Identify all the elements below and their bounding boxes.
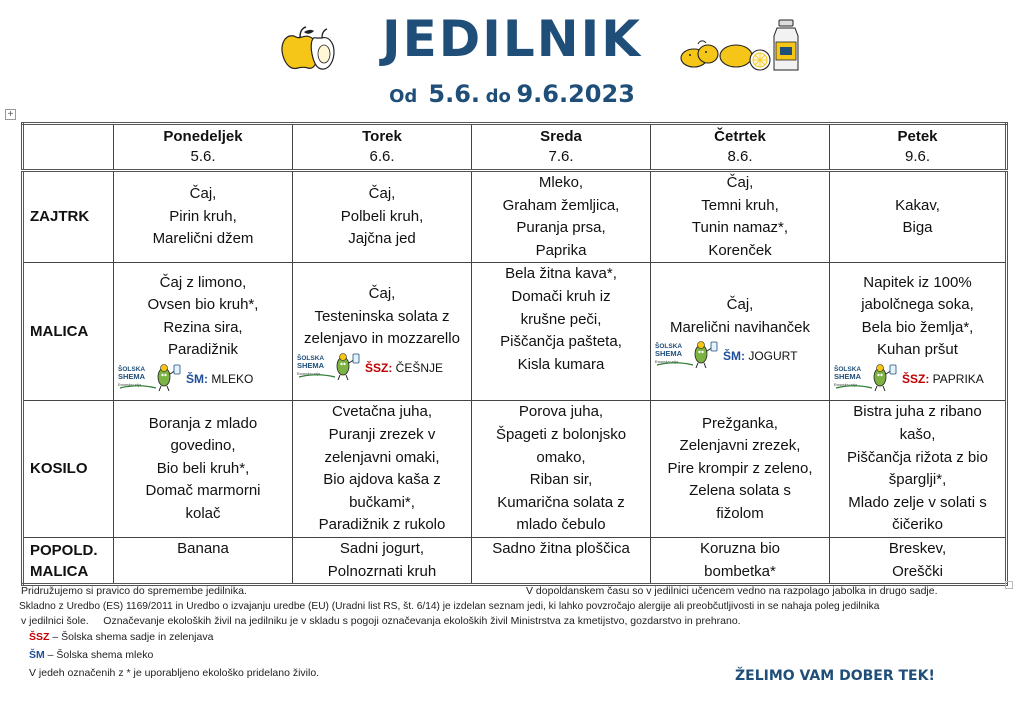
meal-item: Banana	[177, 539, 229, 557]
meal-item: omako,	[536, 448, 586, 466]
meal-item: Testeninska solata z	[314, 307, 450, 325]
meal-cell	[472, 401, 651, 538]
meal-item: Špageti z bolonjsko	[495, 425, 627, 443]
svg-text:Evropska unija: Evropska unija	[297, 371, 320, 376]
svg-text:SHEMA: SHEMA	[834, 372, 862, 382]
meal-cell	[293, 401, 472, 538]
meal-item: Domači kruh iz	[511, 287, 611, 305]
meal-item: kašo,	[899, 425, 936, 443]
row-zajtrk	[23, 171, 1007, 263]
meal-item: Sadni jogurt,	[339, 539, 425, 557]
row-label: ZAJTRK	[23, 171, 114, 263]
meal-cell	[830, 263, 1007, 401]
meal-item: Rezina sira,	[163, 318, 243, 336]
meal-cell	[830, 401, 1007, 538]
meal-cell	[114, 537, 293, 584]
meal-cell	[293, 263, 472, 401]
table-move-handle[interactable]: +	[5, 109, 16, 120]
meal-cell	[651, 171, 830, 263]
meal-item: Bio ajdova kaša z	[323, 471, 441, 489]
meal-item: Polbeli kruh,	[340, 207, 424, 225]
meal-item: krušne peči,	[520, 310, 602, 328]
meal-item: bučkami*,	[349, 493, 415, 511]
meal-item: Mleko,	[538, 174, 584, 191]
meal-item: čičeriko	[892, 516, 943, 534]
menu-table	[21, 122, 1008, 586]
meal-item: Čaj z limono,	[159, 273, 247, 291]
school-scheme-label: ŠM: MLEKO	[186, 372, 254, 387]
day-header: Petek 9.6.	[830, 124, 1007, 171]
meal-item: Biga	[902, 219, 933, 237]
day-header: Torek 6.6.	[293, 124, 472, 171]
meal-item: Cvetačna juha,	[331, 403, 433, 421]
meal-item: Bela bio žemlja*,	[861, 318, 974, 336]
meal-item: Domač marmorni	[145, 482, 261, 500]
greeting: ŽELIMO VAM DOBER TEK!	[735, 668, 935, 684]
meal-cell	[472, 537, 651, 584]
meal-item: Bio beli kruh*,	[156, 459, 250, 477]
bottle-icon	[774, 20, 798, 70]
meal-item: Čaj,	[726, 296, 754, 314]
row-label: KOSILO	[23, 401, 114, 538]
meal-item: Porova juha,	[518, 403, 604, 421]
meal-item: Piščančja pašteta,	[500, 333, 622, 351]
svg-text:SHEMA: SHEMA	[655, 349, 683, 359]
meal-item: Kuhan pršut	[877, 341, 958, 359]
date-range: Od 5.6. do 9.6.2023	[389, 80, 635, 108]
meal-item: Piščančja rižota z bio	[847, 448, 988, 466]
meal-item: Zelena solata s	[689, 482, 791, 500]
school-scheme-logo-icon	[297, 351, 363, 381]
fruit-group-icon	[680, 18, 810, 74]
meal-cell	[651, 537, 830, 584]
svg-text:SHEMA: SHEMA	[118, 372, 146, 382]
meal-cell	[293, 537, 472, 584]
svg-text:ŠOLSKA: ŠOLSKA	[297, 354, 325, 362]
meal-cell	[830, 537, 1007, 584]
meal-item: Pire krompir z zeleno,	[667, 459, 813, 477]
meal-item: Napitek iz 100%	[863, 273, 972, 291]
school-scheme-badge	[651, 341, 829, 369]
footer-note-right: V dopoldanskem času so v jedilnici učencem vedno na razpolago jabolka in drugo sadje.	[526, 585, 938, 597]
meal-item: Bela žitna kava*,	[505, 265, 617, 283]
allergen-note: Skladno z Uredbo (ES) 1169/2011 in Uredbo o izvajanju uredbe (EU) (Uradni list RS, št. 6/14) je izdelan seznam jedi, ki lahko povzročajo alergije ali preobčutljivosti in se nahaja poleg jedilnika	[19, 601, 880, 612]
day-header: Sreda 7.6.	[472, 124, 651, 171]
eco-note: V jedeh označenih z * je uporabljeno ekološko pridelano živilo.	[29, 667, 320, 679]
row-popoldanska	[23, 537, 1007, 584]
meal-cell	[114, 171, 293, 263]
school-scheme-label: ŠSZ: PAPRIKA	[902, 372, 984, 387]
school-scheme-logo-icon	[118, 362, 184, 392]
meal-item: Pirin kruh,	[169, 207, 237, 225]
row-label-line: MALICA	[30, 562, 89, 580]
school-scheme-label: ŠM: JOGURT	[723, 349, 798, 364]
meal-item: Čaj,	[189, 185, 217, 203]
meal-item: Čaj,	[726, 174, 754, 191]
meal-item: jabolčnega soka,	[861, 296, 974, 314]
row-label-line: POPOLD.	[30, 541, 98, 559]
meal-item: Marelični džem	[152, 230, 254, 248]
table-resize-handle[interactable]	[1005, 581, 1013, 589]
meal-item: Boranja z mlado	[148, 414, 258, 432]
meal-item: Temni kruh,	[701, 196, 779, 214]
meal-item: Bistra juha z ribano	[853, 403, 982, 421]
corner-cell	[23, 124, 114, 171]
row-malica	[23, 263, 1007, 401]
meal-item: Čaj,	[368, 284, 396, 302]
svg-text:Evropska unija: Evropska unija	[655, 360, 678, 365]
meal-item: Mlado zelje v solati s	[848, 493, 987, 511]
page-title: JEDILNIK	[382, 10, 642, 68]
meal-item: Puranji zrezek v	[328, 425, 436, 443]
row-label: MALICA	[23, 263, 114, 401]
meal-item: Ovsen bio kruh*,	[147, 296, 259, 314]
school-scheme-badge	[114, 364, 292, 392]
meal-item: Kakav,	[895, 196, 940, 214]
meal-item: Breskev,	[888, 539, 947, 557]
meal-item: Paradižnik z rukolo	[318, 516, 446, 534]
school-scheme-badge	[830, 364, 1005, 392]
meal-item: Puranja prsa,	[516, 219, 606, 237]
meal-cell	[830, 171, 1007, 263]
meal-item: Kisla kumara	[517, 355, 605, 373]
header	[0, 0, 1024, 112]
meal-item: Riban sir,	[529, 471, 593, 489]
allergen-note-cont: v jedilnici šole. Označevanje ekoloških živil na jedilniku je v skladu s pogoji označevanja ekoloških živil Ministrstva za kmetijstvo, gozdarstvo in prehrano.	[21, 615, 741, 627]
meal-item: Jajčna jed	[348, 230, 416, 248]
meal-cell	[472, 171, 651, 263]
header-row	[23, 124, 1007, 171]
legend-sm: ŠM – Šolska shema mleko	[29, 649, 154, 661]
potato-icon	[681, 41, 718, 67]
meal-item: fižolom	[716, 505, 764, 523]
school-scheme-label: ŠSZ: ČEŠNJE	[365, 360, 444, 375]
meal-item: Korenček	[708, 241, 772, 259]
meal-cell	[651, 401, 830, 538]
svg-text:ŠOLSKA: ŠOLSKA	[655, 343, 683, 351]
meal-item: Paradižnik	[167, 341, 239, 359]
meal-item: Kumarična solata z	[497, 493, 625, 511]
svg-text:Evropska unija: Evropska unija	[118, 383, 141, 388]
meal-item: Graham žemljica,	[502, 196, 620, 214]
meal-item: kolač	[185, 505, 221, 523]
meal-item: šparglji*,	[888, 471, 947, 489]
meal-item: Paprika	[535, 241, 587, 259]
meal-item: bombetka*	[704, 562, 776, 580]
school-scheme-badge	[293, 353, 471, 381]
meal-item: zelenjavo in mozzarello	[304, 330, 460, 348]
svg-text:ŠOLSKA: ŠOLSKA	[118, 366, 146, 374]
meal-item: Zelenjavni zrezek,	[679, 437, 801, 455]
meal-item: Čaj,	[368, 185, 396, 203]
meal-cell	[114, 401, 293, 538]
svg-text:Evropska unija: Evropska unija	[834, 383, 857, 388]
meal-cell	[472, 263, 651, 401]
meal-cell	[651, 263, 830, 401]
row-label	[23, 537, 114, 584]
footer-note-left: Pridružujemo si pravico do spremembe jedilnika.	[21, 585, 247, 597]
meal-item: zelenjavni omaki,	[324, 448, 440, 466]
svg-text:SHEMA: SHEMA	[297, 360, 325, 370]
school-scheme-logo-icon	[834, 362, 900, 392]
legend-ssz: ŠSZ – Šolska shema sadje in zelenjava	[29, 631, 214, 643]
meal-item: Prežganka,	[702, 414, 778, 432]
meal-item: Oreščki	[892, 562, 943, 580]
meal-item: Sadno žitna ploščica	[492, 539, 630, 557]
meal-item: mlado čebulo	[516, 516, 606, 534]
lemon-icon	[720, 45, 770, 70]
meal-item: Polnozrnati kruh	[327, 562, 437, 580]
row-kosilo	[23, 401, 1007, 538]
school-scheme-logo-icon	[655, 339, 721, 369]
svg-text:ŠOLSKA: ŠOLSKA	[834, 366, 862, 374]
day-header: Ponedeljek 5.6.	[114, 124, 293, 171]
meal-item: govedino,	[170, 437, 236, 455]
meal-item: Marelični navihanček	[669, 318, 811, 336]
meal-item: Tunin namaz*,	[691, 219, 789, 237]
day-header: Četrtek 8.6.	[651, 124, 830, 171]
meal-cell	[114, 263, 293, 401]
meal-cell	[293, 171, 472, 263]
meal-item: Koruzna bio	[699, 539, 781, 557]
